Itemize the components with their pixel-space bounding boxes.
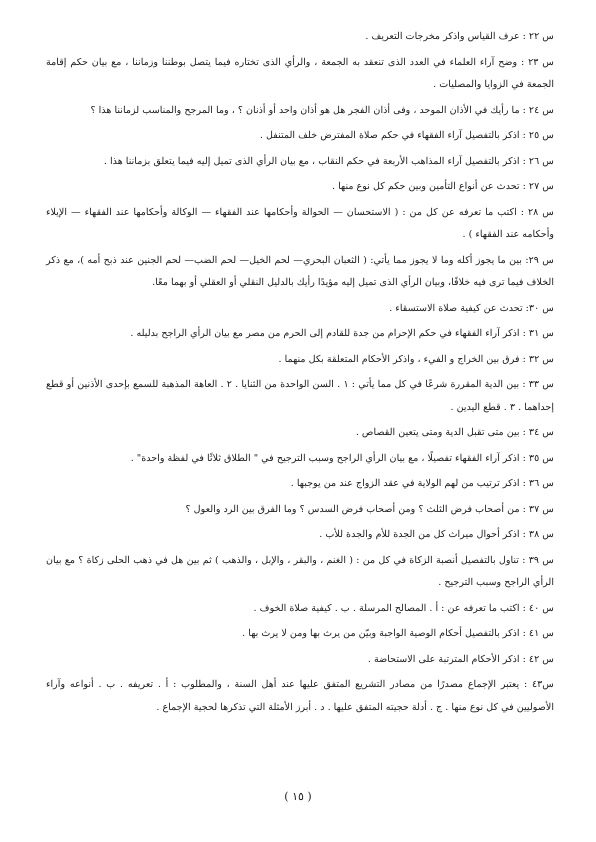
question-33: س ٣٣ : بين الدية المقررة شرعًا في كل مما يأتي : ١ . السن الواحدة من الثنايا . ٢ . العاهة المذهبة للسمع بإحدى الأذنين أو قطع إحداهما . ٣ . قطع اليدين .	[46, 379, 555, 413]
question-27: س ٢٧ : تحدث عن أنواع التأمين وبين حكم كل نوع منها .	[332, 181, 554, 192]
question-37: س ٣٧ : من أصحاب فرض الثلث ؟ ومن أصحاب فرض السدس ؟ وما الفرق بين الرد والعول ؟	[185, 503, 554, 515]
question-26: س ٢٦ : اذكر بالتفصيل آراء المذاهب الأربعة في حكم النقاب ، مع بيان الرأي الذى تميل إليه فيما يتعلق بزماننا هذا .	[103, 155, 554, 167]
question-23: س ٢٣ : وضح آراء العلماء في العدد الذى تنعقد به الجمعة ، والرأي الذى تختاره فيما يتصل بوطننا وزماننا ، مع بيان حكم إقامة الجمعة في الزوايا والمصليات .	[46, 56, 554, 90]
question-42: س ٤٢ : اذكر الأحكام المترتبة على الاستحاضة .	[367, 653, 554, 665]
page-number: ( ١٥ )	[284, 790, 312, 803]
question-22: س ٢٢ : عرف القياس واذكر مخرجات التعريف .	[365, 31, 554, 42]
question-34: س ٣٤ : بين متى تقبل الدية ومتى يتعين القصاص .	[355, 427, 554, 438]
question-38: س ٣٨ : اذكر أحوال ميراث كل من الجدة للأم والجدة للأب .	[319, 529, 554, 540]
question-43: س٤٣ : يعتبر الإجماع مصدرًا من مصادر التشريع المتفق عليها عند أهل السنة ، والمطلوب : أ . تعريفه . ب . أنواعه وآراء الأصوليين في كل نوع منها . ج . أدلة حجيته المتفق عليها . د . أبرز الأمثلة التي تذكرها لحجية الإجماع .	[46, 679, 554, 713]
question-35: س ٣٥ : اذكر آراء الفقهاء تفصيلًا ، مع بيان الرأي الراجح وسبب الترجيح في " الطلاق ثلاثًا في لفظة واحدة" .	[130, 452, 554, 464]
question-39: س ٣٩ : تناول بالتفصيل أنصبة الزكاة في كل من : ( الغنم ، والبقر ، والإبل ، والذهب ) ثم بين هل في ذهب الحلى زكاة ؟ مع بيان الرأي الراجح وسبب الترجيح .	[46, 554, 554, 588]
question-24: س ٢٤ : ما رأيك في الأذان الموحد ، وفى أذان الفجر هل هو أذان واحد أو أذنان ؟ ، وما المرجح والمناسب لزماننا هذا ؟	[90, 104, 554, 116]
question-30: س ٣٠: تحدث عن كيفية صلاة الاستسقاء .	[389, 302, 554, 314]
question-31: س ٣١ : اذكر آراء الفقهاء في حكم الإحرام من جدة للقادم إلى الحرم من مصر مع بيان الرأي الراجح بدليله .	[130, 328, 554, 339]
question-41: س ٤١ : اذكر بالتفصيل أحكام الوصية الواجبة وبيّن من يرث بها ومن لا يرث بها .	[242, 628, 554, 639]
question-25: س ٢٥ : اذكر بالتفصيل آراء الفقهاء في حكم صلاة المفترض خلف المتنفل .	[259, 130, 554, 141]
question-28: س ٢٨ : اكتب ما تعرفه عن كل من : ( الاستحسان — الحوالة وأحكامها عند الفقهاء — الوكالة وأحكامها عند الفقهاء — الإيلاء وأحكامه عند الفقهاء ) .	[46, 206, 555, 240]
question-29: س ٢٩: بين ما يجوز أكله وما لا يجوز مما يأتي: ( الثعبان البحري— لحم الخيل— لحم الضب— لحم الجنين عند ذبح أمه )، مع ذكر الخلاف فيما ترى فيه خلافًا، وبيان الرأي الذى تميل إليه مؤيدًا رأيك بالدليل النقلي أو العقلي أو بهما معًا.	[46, 254, 554, 288]
question-36: س ٣٦ : اذكر ترتيب من لهم الولاية في عقد الزواج عند من يوجبها .	[290, 478, 554, 489]
question-40: س ٤٠ : اكتب ما تعرفه عن : أ . المصالح المرسلة . ب . كيفية صلاة الخوف .	[253, 602, 554, 614]
question-32: س ٣٢ : فرق بين الخراج و الفيء ، واذكر الأحكام المتعلقة بكل منهما .	[278, 353, 554, 365]
